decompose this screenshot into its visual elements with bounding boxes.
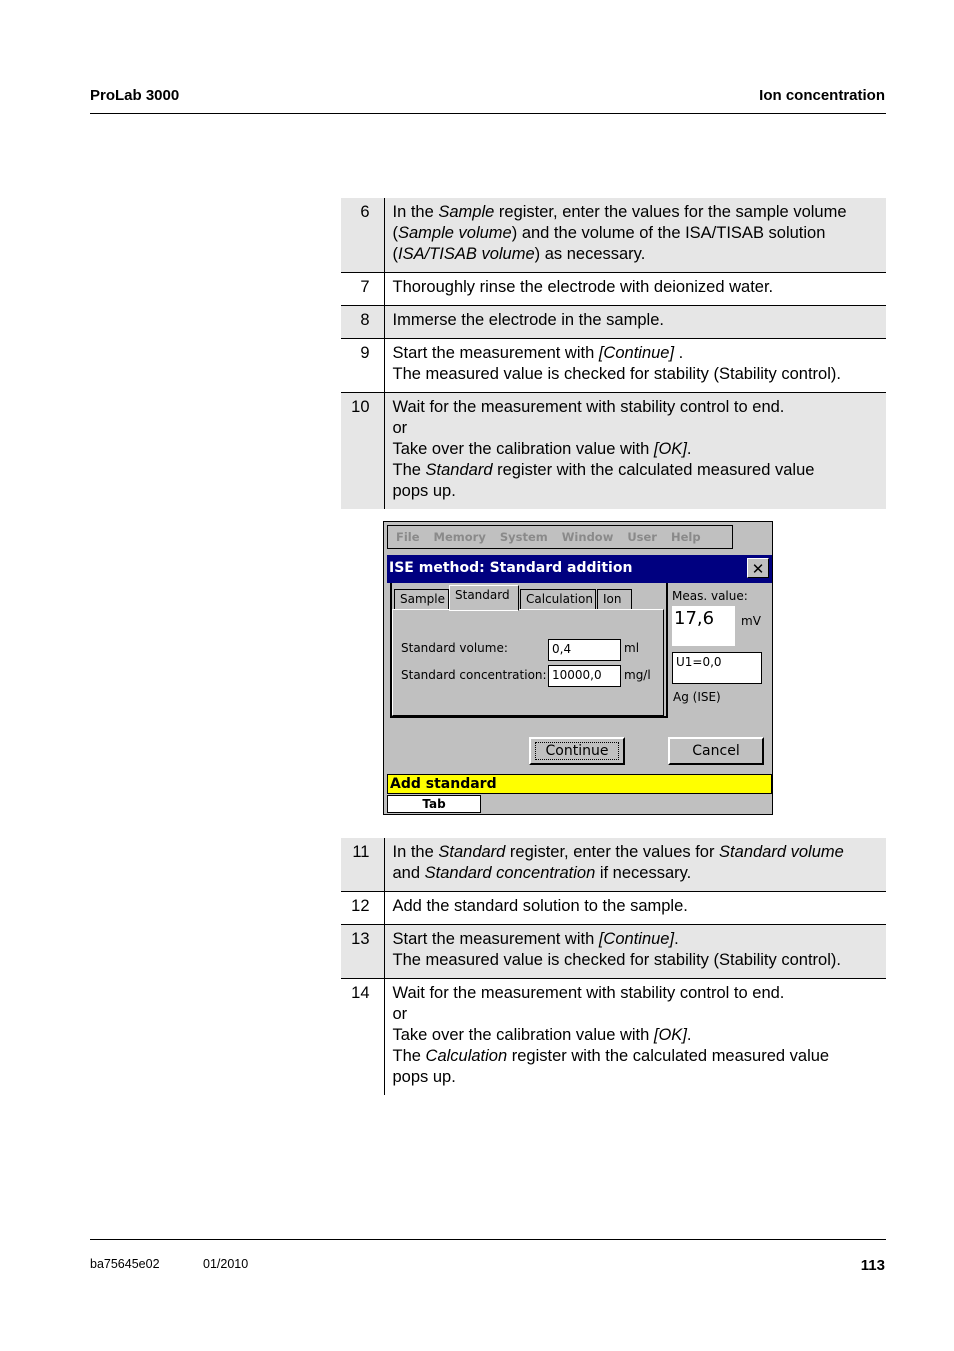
footer-doc-number: ba75645e02 bbox=[90, 1257, 160, 1271]
plain-text: and bbox=[392, 864, 425, 882]
emphasis-text: Standard volume bbox=[719, 843, 844, 861]
step-text-line bbox=[393, 842, 881, 863]
step-row bbox=[341, 925, 886, 979]
step-row bbox=[341, 273, 886, 306]
step-row bbox=[341, 393, 886, 510]
step-text bbox=[384, 273, 886, 306]
plain-text: . bbox=[674, 930, 679, 948]
step-text-line bbox=[393, 1067, 881, 1088]
menu-help[interactable]: Help bbox=[670, 530, 701, 544]
plain-text: ) as necessary. bbox=[534, 245, 646, 263]
plain-text: The bbox=[392, 1047, 426, 1065]
footer-rule bbox=[90, 1239, 886, 1240]
step-text bbox=[384, 339, 886, 393]
emphasis-text: Standard concentration bbox=[424, 864, 596, 882]
page-number: 113 bbox=[860, 1257, 885, 1274]
standard-volume-field[interactable]: 0,4 bbox=[548, 639, 621, 661]
plain-text: register, enter the values for bbox=[505, 843, 720, 861]
step-text-line bbox=[393, 929, 881, 950]
menu-system[interactable]: System bbox=[499, 530, 548, 544]
step-text-line bbox=[393, 244, 881, 265]
standard-concentration-unit: mg/l bbox=[624, 668, 651, 682]
step-number: 12 bbox=[341, 892, 384, 925]
step-number: 8 bbox=[341, 306, 384, 339]
emphasis-text: ISA/TISAB volume bbox=[398, 245, 535, 263]
device-screenshot bbox=[383, 521, 773, 815]
step-text bbox=[384, 838, 886, 892]
plain-text: pops up. bbox=[392, 1068, 456, 1086]
step-text bbox=[384, 925, 886, 979]
step-number: 6 bbox=[341, 198, 384, 273]
cancel-button[interactable]: Cancel bbox=[668, 737, 764, 765]
step-text-line bbox=[393, 950, 881, 971]
meas-value-display: 17,6 bbox=[672, 606, 735, 646]
tab-sample[interactable]: Sample bbox=[394, 589, 449, 609]
header-rule bbox=[90, 113, 886, 114]
plain-text: . bbox=[686, 440, 692, 458]
plain-text: Start the measurement with bbox=[392, 930, 599, 948]
continue-button-label: Continue bbox=[535, 742, 620, 760]
tab-body bbox=[392, 609, 664, 716]
step-row bbox=[341, 892, 886, 925]
plain-text: The measured value is checked for stability (Stability control). bbox=[392, 951, 841, 969]
step-text-line bbox=[393, 364, 881, 385]
step-text-line bbox=[393, 310, 881, 331]
step-text-line bbox=[393, 397, 881, 418]
plain-text: register with the calculated measured value bbox=[492, 461, 815, 479]
plain-text: pops up. bbox=[392, 482, 456, 500]
tab-standard[interactable]: Standard bbox=[449, 585, 519, 611]
window-title: ISE method: Standard addition bbox=[389, 560, 633, 576]
step-text-line bbox=[393, 1025, 881, 1046]
step-text bbox=[384, 198, 886, 273]
menu-bar bbox=[387, 525, 733, 549]
emphasis-text: [Continue] bbox=[598, 344, 675, 362]
step-text-line bbox=[393, 896, 881, 917]
plain-text: if necessary. bbox=[595, 864, 692, 882]
u1-field: U1=0,0 bbox=[672, 652, 762, 684]
tab-ion[interactable]: Ion bbox=[597, 589, 632, 609]
step-text-line bbox=[393, 418, 881, 439]
status-bar: Add standard bbox=[387, 774, 772, 794]
plain-text: In the bbox=[392, 843, 439, 861]
step-text-line bbox=[393, 223, 881, 244]
steps-table-bottom bbox=[341, 838, 886, 1095]
plain-text: Add the standard solution to the sample. bbox=[392, 897, 688, 915]
header-section: Ion concentration bbox=[759, 87, 885, 104]
plain-text: ( bbox=[392, 245, 398, 263]
close-icon[interactable]: ✕ bbox=[747, 558, 769, 578]
step-row bbox=[341, 198, 886, 273]
tab-key-button[interactable]: Tab bbox=[387, 795, 481, 813]
plain-text: Start the measurement with bbox=[392, 344, 599, 362]
plain-text: register, enter the values for the sample volume bbox=[494, 203, 847, 221]
menu-user[interactable]: User bbox=[627, 530, 657, 544]
plain-text: Immerse the electrode in the sample. bbox=[392, 311, 664, 329]
tab-calculation[interactable]: Calculation bbox=[520, 589, 596, 609]
step-text-line bbox=[393, 460, 881, 481]
plain-text: Take over the calibration value with bbox=[392, 440, 654, 458]
plain-text: register with the calculated measured value bbox=[507, 1047, 830, 1065]
plain-text: . bbox=[686, 1026, 692, 1044]
plain-text: In the bbox=[392, 203, 439, 221]
plain-text: Take over the calibration value with bbox=[392, 1026, 654, 1044]
step-text-line bbox=[393, 481, 881, 502]
plain-text: Wait for the measurement with stability control to end. bbox=[392, 398, 785, 416]
step-text bbox=[384, 393, 886, 510]
emphasis-text: [OK] bbox=[653, 1026, 687, 1044]
continue-button[interactable] bbox=[529, 737, 625, 765]
step-text-line bbox=[393, 1046, 881, 1067]
header-product: ProLab 3000 bbox=[90, 87, 180, 104]
electrode-label: Ag (ISE) bbox=[673, 690, 721, 704]
step-text-line bbox=[393, 983, 881, 1004]
step-text bbox=[384, 306, 886, 339]
step-row bbox=[341, 339, 886, 393]
standard-concentration-field[interactable]: 10000,0 bbox=[548, 665, 621, 687]
window-titlebar bbox=[387, 555, 772, 583]
plain-text: The bbox=[392, 461, 426, 479]
meas-value-label: Meas. value: bbox=[672, 589, 748, 603]
step-text-line bbox=[393, 277, 881, 298]
step-text-line bbox=[393, 863, 881, 884]
emphasis-text: [OK] bbox=[653, 440, 687, 458]
standard-concentration-label: Standard concentration: bbox=[401, 668, 547, 682]
plain-text: ) and the volume of the ISA/TISAB solution bbox=[511, 224, 826, 242]
menu-window[interactable]: Window bbox=[561, 530, 614, 544]
emphasis-text: Calculation bbox=[425, 1047, 508, 1065]
step-number: 13 bbox=[341, 925, 384, 979]
plain-text: Thoroughly rinse the electrode with deionized water. bbox=[392, 278, 774, 296]
step-number: 11 bbox=[341, 838, 384, 892]
plain-text: or bbox=[392, 1005, 408, 1023]
plain-text: Wait for the measurement with stability control to end. bbox=[392, 984, 785, 1002]
step-text-line bbox=[393, 343, 881, 364]
standard-volume-label: Standard volume: bbox=[401, 641, 508, 655]
emphasis-text: Standard bbox=[425, 461, 493, 479]
step-number: 14 bbox=[341, 979, 384, 1096]
step-number: 9 bbox=[341, 339, 384, 393]
menu-memory[interactable]: Memory bbox=[433, 530, 486, 544]
step-row bbox=[341, 979, 886, 1096]
step-row bbox=[341, 838, 886, 892]
plain-text: or bbox=[392, 419, 408, 437]
emphasis-text: [Continue] bbox=[598, 930, 675, 948]
step-text-line bbox=[393, 439, 881, 460]
plain-text: The measured value is checked for stability (Stability control). bbox=[392, 365, 841, 383]
standard-volume-unit: ml bbox=[624, 641, 640, 655]
step-text-line bbox=[393, 202, 881, 223]
footer-date: 01/2010 bbox=[203, 1257, 249, 1271]
emphasis-text: Standard bbox=[438, 843, 506, 861]
emphasis-text: Sample bbox=[438, 203, 495, 221]
meas-value-unit: mV bbox=[741, 614, 761, 628]
step-text bbox=[384, 979, 886, 1096]
menu-file[interactable]: File bbox=[396, 530, 420, 544]
emphasis-text: Sample volume bbox=[398, 224, 512, 242]
step-number: 7 bbox=[341, 273, 384, 306]
step-text bbox=[384, 892, 886, 925]
plain-text: . bbox=[674, 344, 684, 362]
step-text-line bbox=[393, 1004, 881, 1025]
step-number: 10 bbox=[341, 393, 384, 510]
plain-text: ( bbox=[392, 224, 398, 242]
step-row bbox=[341, 306, 886, 339]
steps-table-top bbox=[341, 198, 886, 509]
